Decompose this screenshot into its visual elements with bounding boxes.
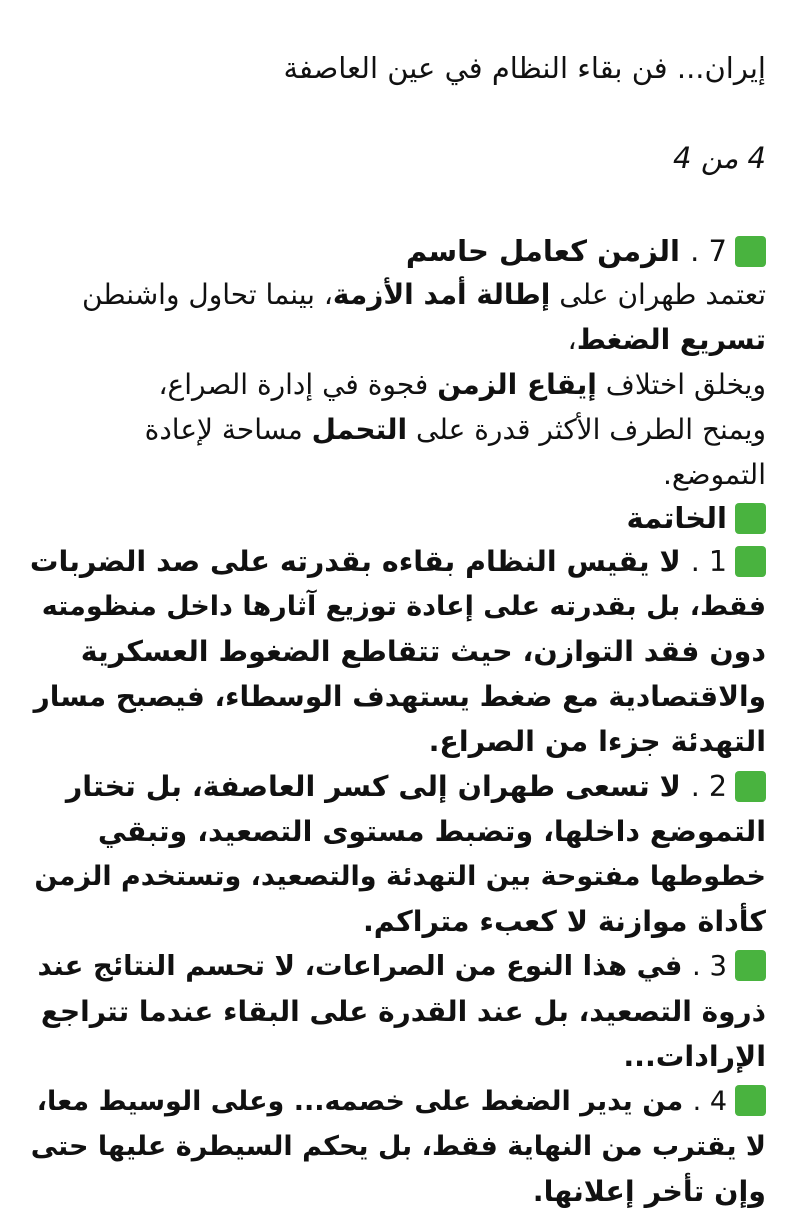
green-square-icon — [735, 771, 766, 802]
green-square-icon — [735, 950, 766, 981]
text-run: لا يقيس النظام بقاءه بقدرته على صد الضربات — [29, 545, 681, 578]
bold-text-run: إيقاع الزمن — [437, 368, 597, 401]
text-run: مساحة لإعادة — [144, 413, 312, 446]
green-square-icon — [735, 1085, 766, 1116]
text-run: من يدير الضغط على خصمه... وعلى الوسيط معا، — [36, 1086, 684, 1117]
green-square-icon — [735, 236, 766, 267]
conclusion-4-number: 4 . — [692, 1086, 727, 1117]
section-7-title: الزمن كعامل حاسم — [405, 234, 680, 268]
text-run: ، بينما تحاول واشنطن — [81, 278, 333, 311]
paragraph-line: كأداة موازنة لا كعبء متراكم. — [362, 905, 766, 938]
conclusion-1-number: 1 . — [690, 545, 727, 578]
bold-text-run: إطالة أمد الأزمة — [332, 278, 551, 311]
paragraph-line: لا يقترب من النهاية فقط، بل يحكم السيطرة عليها حتى — [30, 1131, 766, 1162]
paragraph-line: التموضع. — [663, 458, 766, 491]
paragraph-line — [30, 362, 766, 407]
text-run: تعتمد طهران على — [550, 278, 766, 311]
paragraph-line — [30, 272, 766, 317]
text-run: ، — [567, 323, 577, 356]
green-square-icon — [735, 503, 766, 534]
paragraph-line: ذروة التصعيد، بل عند القدرة على البقاء عندما تتراجع — [40, 995, 766, 1028]
text-run: فجوة في إدارة الصراع، — [158, 368, 438, 401]
conclusion-title: الخاتمة — [626, 501, 727, 535]
paragraph-line: دون فقد التوازن، حيث تتقاطع الضغوط العسكرية — [80, 635, 766, 668]
conclusion-4-line — [30, 1079, 766, 1124]
paragraph-line — [30, 407, 766, 452]
text-run: ويخلق اختلاف — [596, 368, 766, 401]
post-title: إيران... فن بقاء النظام في عين العاصفة — [283, 51, 766, 85]
green-square-icon — [735, 546, 766, 577]
conclusion-3-line — [30, 944, 766, 989]
section-7-number: 7 . — [690, 234, 727, 268]
post-body — [30, 230, 766, 1214]
conclusion-1-line — [30, 539, 766, 584]
conclusion-2-line — [30, 764, 766, 809]
paragraph-line: التهدئة جزءا من الصراع. — [428, 725, 766, 758]
text-run: في هذا النوع من الصراعات، لا تحسم النتائج عند — [37, 950, 683, 982]
conclusion-3-number: 3 . — [692, 950, 727, 982]
paragraph-line: التموضع داخلها، وتضبط مستوى التصعيد، وتبقي — [97, 815, 766, 848]
paragraph-line: وإن تأخر إعلانها. — [532, 1175, 766, 1208]
paragraph-line: والاقتصادية مع ضغط يستهدف الوسطاء، فيصبح مسار — [33, 680, 766, 713]
paragraph-line: الإرادات... — [623, 1040, 766, 1073]
text-run: ويمنح الطرف الأكثر قدرة على — [407, 413, 766, 446]
bold-text-run: تسريع الضغط — [576, 323, 766, 356]
part-indicator: 4 من 4 — [673, 141, 766, 175]
paragraph-line: خطوطها مفتوحة بين التهدئة والتصعيد، وتستخدم الزمن — [34, 861, 766, 892]
paragraph-line — [30, 317, 766, 362]
bold-text-run: التحمل — [311, 413, 408, 446]
section-7-heading — [30, 230, 766, 272]
text-run: لا تسعى طهران إلى كسر العاصفة، بل تختار — [65, 770, 681, 803]
conclusion-2-number: 2 . — [690, 770, 727, 803]
conclusion-heading — [30, 497, 766, 539]
paragraph-line: فقط، بل بقدرته على إعادة توزيع آثارها داخل منظومته — [41, 591, 766, 622]
